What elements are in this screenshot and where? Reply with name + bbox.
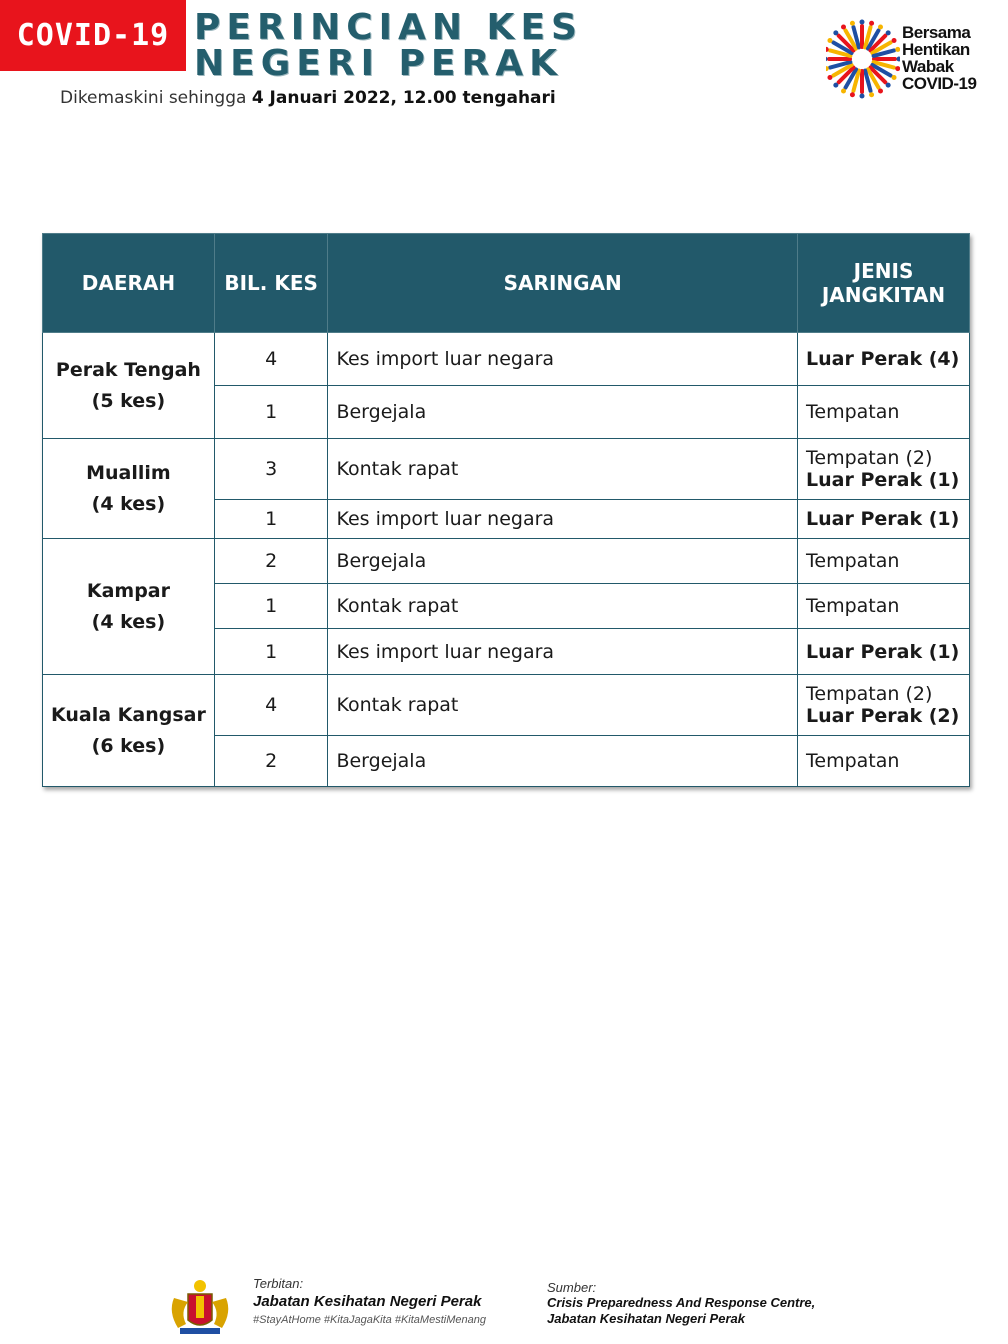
logo-text: [902, 24, 976, 92]
screening-cell: Bergejala: [328, 386, 798, 439]
infection-cell: [798, 439, 970, 500]
case-count: 3: [214, 439, 328, 500]
burst-dot: [878, 89, 883, 94]
burst-dot: [841, 89, 846, 94]
burst-dot: [841, 24, 846, 29]
screening-cell: Kontak rapat: [328, 675, 798, 736]
covid-badge: COVID-19: [0, 0, 186, 71]
infection-line: Tempatan: [806, 550, 900, 572]
case-count: 2: [214, 736, 328, 787]
table-row: [43, 333, 970, 386]
updated-prefix: Dikemaskini sehingga: [60, 88, 247, 108]
district-total: (4 kes): [91, 610, 166, 633]
infection-line: Tempatan: [806, 750, 900, 772]
case-count: 1: [214, 584, 328, 629]
burst-dot: [850, 92, 855, 97]
case-count: 4: [214, 675, 328, 736]
burst-dot: [827, 38, 832, 43]
infection-cell: [798, 500, 970, 539]
hashtags: #StayAtHome #KitaJagaKita #KitaMestiMenang: [253, 1314, 486, 1326]
district-name: Perak Tengah: [55, 358, 201, 381]
burst-dot: [869, 21, 874, 26]
publisher-name: Jabatan Kesihatan Negeri Perak: [253, 1293, 482, 1310]
source-block: [547, 1280, 815, 1327]
publisher-block: [253, 1276, 486, 1326]
source-line-1: Crisis Preparedness And Response Centre,: [547, 1295, 816, 1310]
district-cell: [43, 333, 215, 439]
header-infection-line-2: JANGKITAN: [821, 283, 946, 307]
burst-emblem-icon: [826, 18, 900, 100]
infection-cell: [798, 736, 970, 787]
burst-dot: [833, 30, 838, 35]
infection-cell: [798, 539, 970, 584]
burst-dot: [895, 66, 900, 71]
case-details-table: [42, 233, 970, 787]
district-name: Kampar: [86, 579, 170, 602]
header-count: BIL. KES: [214, 234, 328, 333]
logo-line: COVID-19: [902, 74, 977, 93]
burst-dot: [886, 83, 891, 88]
screening-cell: Kontak rapat: [328, 439, 798, 500]
infection-line: Luar Perak (1): [806, 469, 960, 491]
infection-cell: [798, 584, 970, 629]
burst-dot: [895, 47, 900, 52]
burst-dot: [850, 21, 855, 26]
case-count: 2: [214, 539, 328, 584]
burst-dot: [869, 92, 874, 97]
district-total: (4 kes): [91, 492, 166, 515]
logo-line: Bersama: [902, 23, 971, 42]
district-name: Kuala Kangsar: [51, 703, 206, 726]
district-name: Muallim: [86, 461, 171, 484]
table-row: [43, 539, 970, 584]
header-screening: SARINGAN: [328, 234, 798, 333]
infection-line: Luar Perak (1): [806, 640, 960, 663]
burst-dot: [827, 75, 832, 80]
infection-cell: [798, 333, 970, 386]
district-total: (5 kes): [91, 389, 166, 412]
burst-dot: [860, 20, 865, 25]
title-line-2: NEGERI PERAK: [194, 43, 563, 84]
updated-date: 4 Januari 2022, 12.00 tengahari: [251, 88, 556, 108]
publisher-label: Terbitan:: [253, 1276, 304, 1291]
page-title: [194, 7, 583, 84]
logo-line: Hentikan: [902, 40, 970, 59]
burst-dot: [892, 75, 897, 80]
case-count: 1: [214, 386, 328, 439]
district-cell: [43, 439, 215, 539]
burst-dot: [878, 24, 883, 29]
screening-cell: Kes import luar negara: [328, 333, 798, 386]
burst-dot: [826, 57, 828, 62]
infection-cell: [798, 675, 970, 736]
infection-cell: [798, 629, 970, 675]
district-cell: [43, 675, 215, 787]
screening-cell: Bergejala: [328, 539, 798, 584]
burst-dot: [833, 83, 838, 88]
table-row: [43, 675, 970, 736]
infection-line: Luar Perak (4): [806, 348, 960, 370]
screening-cell: Bergejala: [328, 736, 798, 787]
updated-timestamp: [60, 88, 556, 108]
burst-dot: [892, 38, 897, 43]
infection-line: Luar Perak (2): [806, 705, 960, 727]
infection-cell: [798, 386, 970, 439]
infection-line: Tempatan (2): [806, 447, 933, 469]
header-infection-type: [798, 234, 970, 333]
case-count: 1: [214, 629, 328, 675]
burst-dot: [897, 57, 901, 62]
district-total: (6 kes): [91, 734, 166, 757]
state-emblem-icon: [160, 1278, 240, 1338]
title-line-1: PERINCIAN KES: [194, 7, 583, 48]
infection-line: Tempatan: [806, 401, 900, 423]
source-line-2: Jabatan Kesihatan Negeri Perak: [547, 1311, 745, 1326]
table-header-row: [43, 234, 970, 333]
burst-dot: [860, 94, 865, 99]
screening-cell: Kes import luar negara: [328, 629, 798, 675]
infection-line: Luar Perak (1): [806, 508, 960, 530]
screening-cell: Kes import luar negara: [328, 500, 798, 539]
table-row: [43, 439, 970, 500]
bersama-hentikan-logo: [826, 18, 996, 100]
source-label: Sumber:: [547, 1280, 597, 1295]
infection-line: Tempatan (2): [806, 683, 933, 705]
logo-line: Wabak: [902, 57, 954, 76]
header-infection-line-1: JENIS: [853, 259, 914, 283]
case-count: 4: [214, 333, 328, 386]
burst-dot: [886, 30, 891, 35]
infection-line: Tempatan: [806, 595, 900, 617]
district-cell: [43, 539, 215, 675]
case-count: 1: [214, 500, 328, 539]
header-district: DAERAH: [43, 234, 215, 333]
screening-cell: Kontak rapat: [328, 584, 798, 629]
